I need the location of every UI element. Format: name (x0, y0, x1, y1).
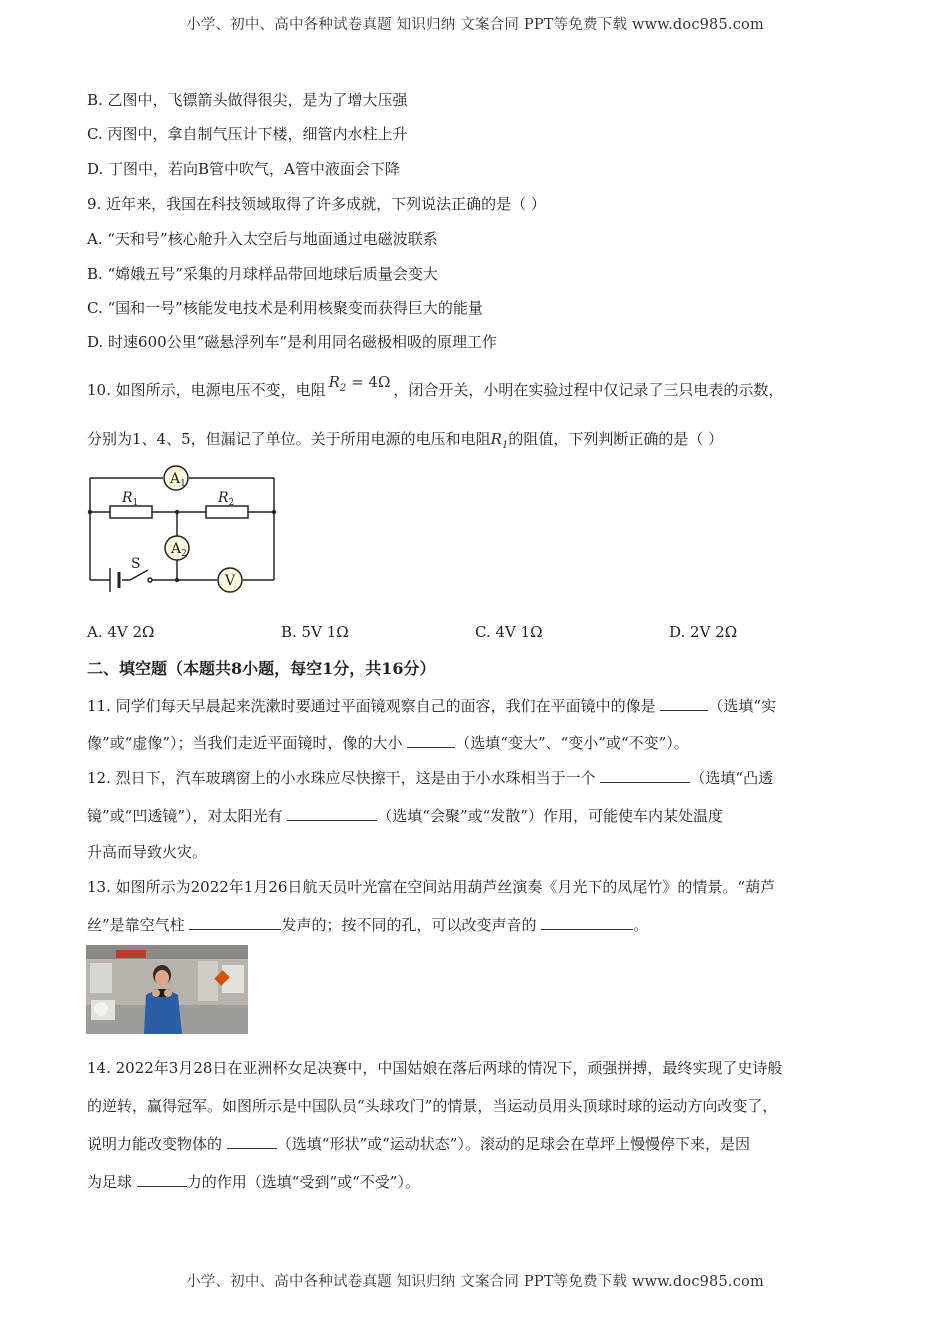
q12-l2-tail: （选填“会聚”或“发散”）作用，可能使车内某处温度 (377, 807, 723, 825)
circuit-diagram (86, 460, 281, 600)
q11-line2 (87, 732, 870, 753)
q10-option-c: C. 4V 1Ω (475, 623, 543, 641)
q12-line3: 升高而导致火灾。 (87, 843, 208, 861)
ammeter-a2-label: $A_2$ (171, 541, 187, 559)
q11-line1 (87, 695, 870, 716)
r1-label: $R_1$ (122, 490, 139, 508)
q10-formula-sub: 2 (339, 383, 347, 394)
switch-contact (148, 578, 152, 582)
q10-formula-rest: = 4Ω (346, 373, 391, 391)
q10-option-d: D. 2V 2Ω (669, 623, 738, 641)
resistor-r2 (206, 506, 248, 518)
q11-blank-1[interactable] (660, 695, 708, 711)
q8-option-b: B. 乙图中，飞镖箭头做得很尖，是为了增大压强 (87, 91, 408, 109)
q10-r1-letter: R (490, 430, 502, 448)
space-station-scene (86, 945, 248, 1034)
page-footer: 小学、初中、高中各种试卷真题 知识归纳 文案合同 PPT等免费下载 www.doc985.com (186, 1274, 764, 1290)
q13-line2 (87, 914, 870, 935)
q8-option-d: D. 丁图中，若向B管中吹气，A管中液面会下降 (87, 160, 400, 178)
section-title: 二、填空题（本题共8小题，每空1分，共16分） (87, 659, 436, 678)
ammeter-a1-label: $A_1$ (170, 471, 186, 489)
q10-r1-symbol (490, 430, 509, 451)
q12-l1-text: 12. 烈日下，汽车玻璃窗上的小水珠应尽快擦干，这是由于小水珠相当于一个 (87, 769, 601, 787)
q10-stem-line1 (87, 373, 870, 407)
q11-l1-text: 11. 同学们每天早晨起来洗漱时要通过平面镜观察自己的面容，我们在平面镜中的像是 (87, 697, 661, 715)
q11-l1-tail: （选填“实 (708, 697, 777, 715)
q10-stem-a: 10. 如图所示，电源电压不变，电阻 (87, 381, 326, 399)
r2-label: $R_2$ (218, 490, 235, 508)
q14-l3-text: 说明力能改变物体的 (87, 1135, 227, 1153)
q10-line2-a: 分别为1、4、5，但漏记了单位。关于所用电源的电压和电阻 (87, 430, 491, 448)
junction-bottom (175, 578, 179, 582)
q9-option-c: C. “国和一号”核能发电技术是利用核聚变而获得巨大的能量 (87, 299, 483, 317)
junction-right (272, 510, 276, 514)
junction-left (88, 510, 92, 514)
q12-l1-tail: （选填“凸透 (690, 769, 774, 787)
page-header: 小学、初中、高中各种试卷真题 知识归纳 文案合同 PPT等免费下载 www.doc985.com (186, 17, 764, 33)
q13-blank-2[interactable] (541, 914, 633, 930)
q11-l2-tail: （选填“变大”、“变小”或“不变”）。 (455, 734, 689, 752)
q13-l2-text: 丝”是靠空气柱 (87, 916, 190, 934)
q10-r1-sub: 1 (501, 440, 509, 451)
voltmeter-label: V (225, 573, 236, 589)
q13-blank-1[interactable] (189, 914, 281, 930)
q9-option-a: A. “天和号”核心舱升入太空后与地面通过电磁波联系 (87, 230, 438, 248)
q10-line2-b: 的阻值，下列判断正确的是（ ） (508, 430, 724, 448)
q12-l2-text: 镜”或“凹透镜”），对太阳光有 (87, 807, 288, 825)
q13-l2-mid: 发声的；按不同的孔，可以改变声音的 (281, 916, 542, 934)
q10-option-a: A. 4V 2Ω (87, 623, 155, 641)
q9-stem: 9. 近年来，我国在科技领域取得了许多成就，下列说法正确的是（ ） (87, 195, 546, 213)
q11-blank-2[interactable] (407, 732, 455, 748)
q14-l3-tail: （选填“形状”或“运动状态”）。滚动的足球会在草坪上慢慢停下来，是因 (276, 1135, 750, 1153)
q12-blank-2[interactable] (287, 805, 377, 821)
q12-blank-1[interactable] (600, 767, 690, 783)
junction-mid (175, 510, 179, 514)
q13-l2-end: 。 (633, 916, 649, 934)
q14-line2: 的逆转，赢得冠军。如图所示是中国队员“头球攻门”的情景，当运动员用头顶球时球的运动方向改变了， (87, 1097, 778, 1115)
q9-option-b: B. “嫦娥五号”采集的月球样品带回地球后质量会变大 (87, 265, 438, 283)
q14-line1: 14. 2022年3月28日在亚洲杯女足决赛中，中国姑娘在落后两球的情况下，顽强拼搏，最终实现了史诗般 (87, 1059, 783, 1077)
q11-l2-text: 像”或“虚像”）；当我们走近平面镜时，像的大小 (87, 734, 408, 752)
q14-blank-2[interactable] (137, 1171, 187, 1187)
q10-formula (326, 373, 394, 394)
resistor-r1 (110, 506, 152, 518)
q14-line3 (87, 1133, 870, 1154)
q10-formula-r: R (328, 373, 340, 391)
q9-option-d: D. 时速600公里“磁悬浮列车”是利用同名磁极相吸的原理工作 (87, 333, 497, 351)
q14-l4-text: 为足球 (87, 1173, 137, 1191)
q10-option-b: B. 5V 1Ω (281, 623, 349, 641)
q10-stem-b: ，闭合开关，小明在实验过程中仅记录了三只电表的示数， (393, 381, 784, 399)
q14-blank-1[interactable] (227, 1133, 277, 1149)
switch-label: S (131, 556, 141, 572)
q8-option-c: C. 丙图中，拿自制气压计下楼，细管内水柱上升 (87, 125, 408, 143)
q10-stem-line2 (87, 429, 870, 456)
q14-l4-tail: 力的作用（选填“受到”或“不受”）。 (186, 1173, 420, 1191)
q13-line1: 13. 如图所示为2022年1月26日航天员叶光富在空间站用葫芦丝演奏《月光下的凤尾竹》的情景。“葫芦 (87, 878, 776, 896)
q12-line2 (87, 805, 870, 826)
q12-line1 (87, 767, 870, 788)
astronaut-photo (86, 945, 248, 1034)
q14-line4 (87, 1171, 870, 1192)
